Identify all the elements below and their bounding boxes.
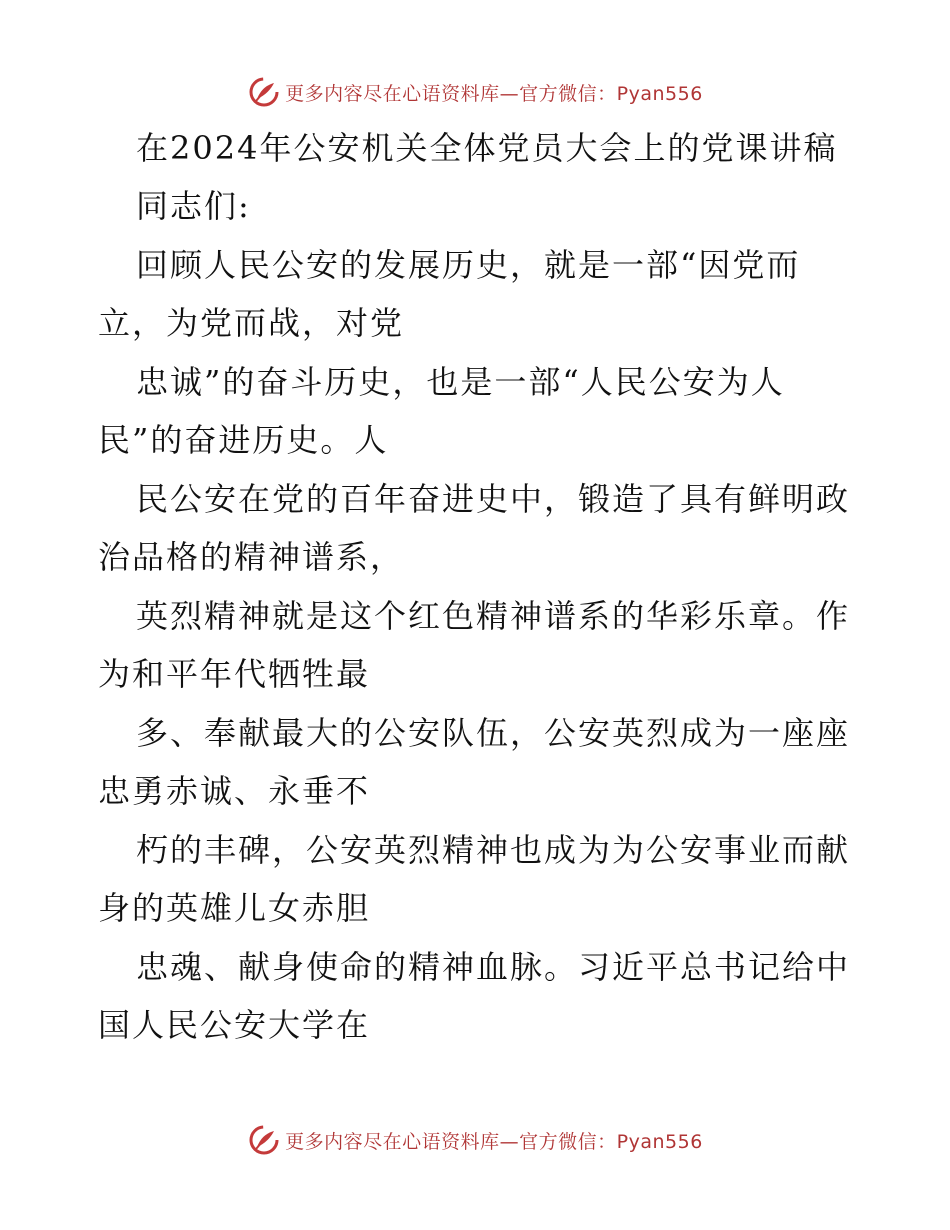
page-title: 在2024年公安机关全体党员大会上的党课讲稿	[136, 129, 838, 167]
body-line: 忠魂、献身使命的精神血脉。习近平总书记给中	[136, 948, 851, 986]
body-line: 朽的丰碑，公安英烈精神也成为为公安事业而献	[136, 831, 851, 869]
body-line: 民”的奋进历史。人	[98, 421, 389, 459]
footer-watermark-text: 更多内容尽在心语资料库—官方微信：Pyan556	[285, 1130, 703, 1153]
body-line: 民公安在党的百年奋进史中，锻造了具有鲜明政	[136, 480, 851, 518]
footer-watermark	[0, 1120, 950, 1160]
body-line: 立，为党而战，对党	[98, 304, 405, 342]
body-line: 回顾人民公安的发展历史，就是一部“因党而	[136, 246, 801, 284]
header-watermark	[0, 72, 950, 112]
body-line-salutation: 同志们:	[136, 187, 251, 225]
body-line: 为和平年代牺牲最	[98, 655, 371, 693]
body-line: 英烈精神就是这个红色精神谱系的华彩乐章。作	[136, 597, 851, 635]
leaf-swirl-logo-icon	[247, 75, 281, 109]
header-watermark-text: 更多内容尽在心语资料库—官方微信：Pyan556	[285, 82, 703, 105]
body-line: 国人民公安大学在	[98, 1006, 371, 1044]
body-line: 治品格的精神谱系，	[98, 538, 405, 576]
body-line: 身的英雄儿女赤胆	[98, 889, 371, 927]
body-line: 忠诚”的奋斗历史，也是一部“人民公安为人	[136, 363, 785, 401]
body-line: 忠勇赤诚、永垂不	[98, 772, 371, 810]
body-line: 多、奉献最大的公安队伍，公安英烈成为一座座	[136, 714, 851, 752]
leaf-swirl-logo-icon	[247, 1123, 281, 1157]
